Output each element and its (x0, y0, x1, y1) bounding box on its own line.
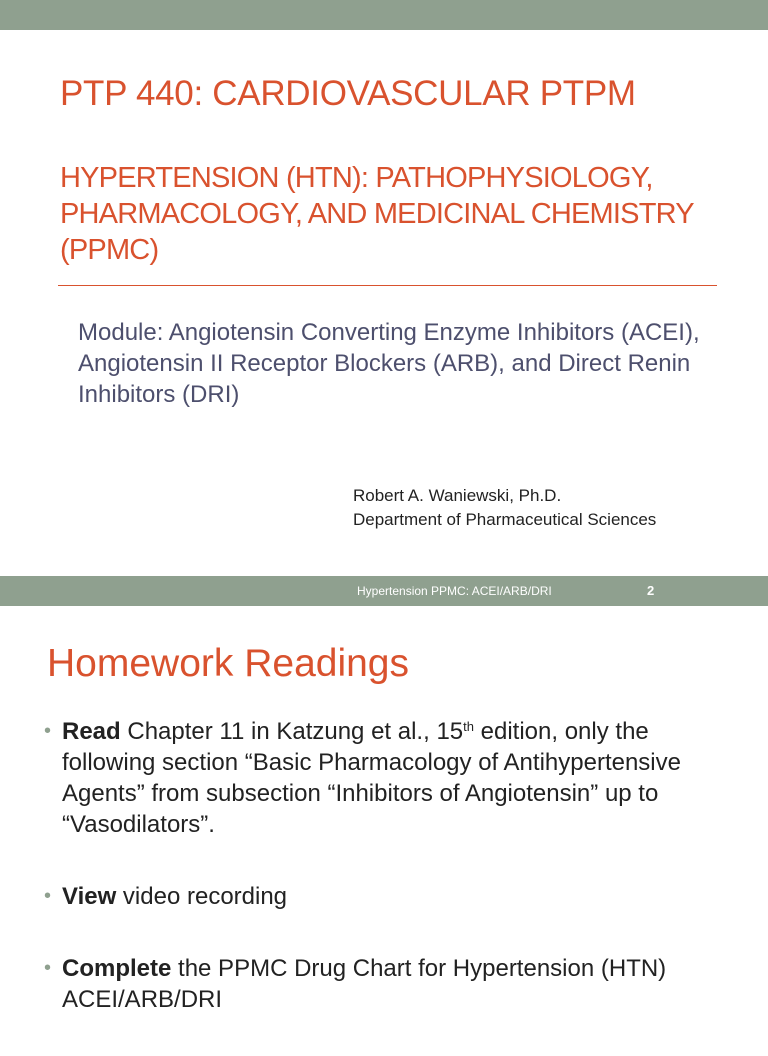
bullet-text: edition, only the following section “Basic Pharmacology of Antihypertensive Agents” from subsection “Inhibitors of Angiotensin” up to “Vasodilators”. (62, 718, 681, 838)
bullet-text: video recording (116, 883, 288, 910)
slide-title: PTP 440: CARDIOVASCULAR PTPM (60, 74, 636, 113)
bullet-keyword: Complete (62, 955, 172, 982)
bullet-icon: • (44, 885, 52, 907)
homework-list (44, 716, 734, 1056)
list-item (44, 881, 734, 912)
module-description: Module: Angiotensin Converting Enzyme Inhibitors (ACEI), Angiotensin II Receptor Blockers (ARB), and Direct Renin Inhibitors (DRI) (78, 319, 700, 408)
bullet-keyword: View (62, 883, 117, 910)
bullet-keyword: Read (62, 718, 121, 745)
bullet-text: Chapter 11 in Katzung et al., 15 (120, 718, 464, 745)
author-block (353, 484, 656, 532)
bullet-text: the PPMC Drug Chart for Hypertension (HTN) ACEI/ARB/DRI (62, 955, 667, 1013)
homework-title: Homework Readings (47, 642, 409, 685)
top-slide-bar (0, 0, 768, 30)
footer-text: Hypertension PPMC: ACEI/ARB/DRI (357, 584, 552, 598)
list-item (44, 953, 734, 1015)
bullet-superscript: th (463, 719, 474, 734)
bullet-icon: • (44, 720, 52, 742)
list-item (44, 716, 734, 840)
slide-subtitle: HYPERTENSION (HTN): PATHOPHYSIOLOGY, PHARMACOLOGY, AND MEDICINAL CHEMISTRY (PPMC) (60, 162, 694, 266)
bullet-icon: • (44, 957, 52, 979)
title-divider (58, 285, 717, 286)
author-name: Robert A. Waniewski, Ph.D. (353, 486, 562, 505)
page-number: 2 (647, 583, 655, 598)
author-department: Department of Pharmaceutical Sciences (353, 510, 657, 529)
